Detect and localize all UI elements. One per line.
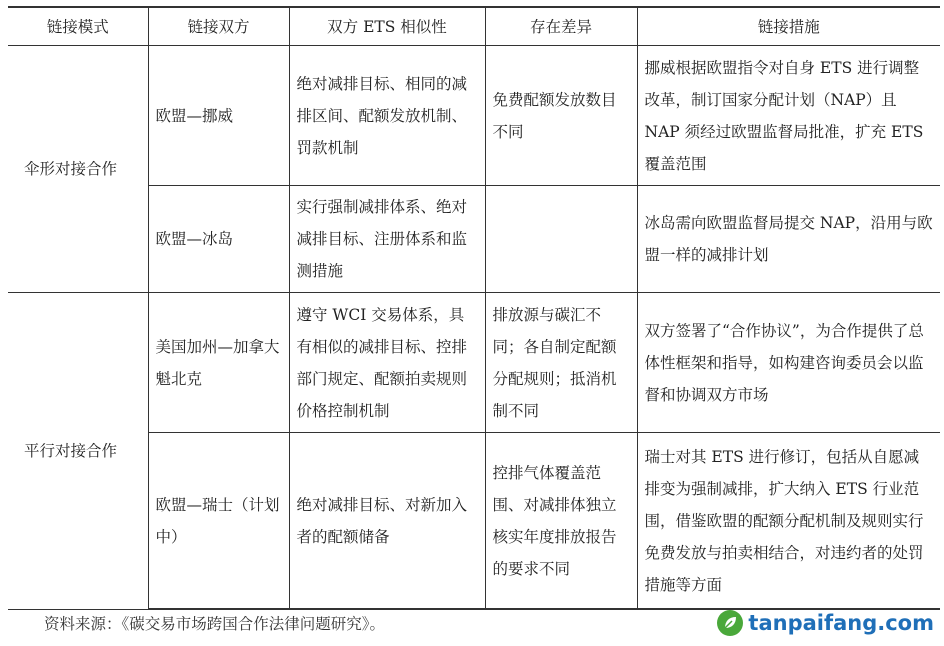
similarity-cell: 绝对减排目标、相同的减排区间、配额发放机制、罚款机制 <box>289 46 485 186</box>
header-similarity: 双方 ETS 相似性 <box>289 7 485 46</box>
measure-cell: 挪威根据欧盟指令对自身 ETS 进行调整改革，制订国家分配计划（NAP）且 NAP 须经过欧盟监督局批准，扩充 ETS 覆盖范围 <box>637 46 940 186</box>
difference-cell <box>485 186 637 293</box>
parties-cell: 欧盟—瑞士（计划中） <box>148 433 289 610</box>
table-header-row <box>8 7 940 46</box>
measure-cell: 双方签署了“合作协议”，为合作提供了总体性框架和指导，如构建咨询委员会以监督和协调双方市场 <box>637 293 940 433</box>
table-row <box>8 46 940 186</box>
table-row <box>8 186 940 293</box>
linkage-table <box>8 6 940 610</box>
table-row <box>8 293 940 433</box>
difference-cell: 控排气体覆盖范围、对减排体独立核实年度排放报告的要求不同 <box>485 433 637 610</box>
header-measure: 链接措施 <box>637 7 940 46</box>
leaf-logo-icon <box>717 610 743 636</box>
parties-cell: 美国加州—加拿大魁北克 <box>148 293 289 433</box>
parties-cell: 欧盟—冰岛 <box>148 186 289 293</box>
table-row <box>8 433 940 610</box>
source-note: 资料来源：《碳交易市场跨国合作法律问题研究》。 <box>44 615 386 633</box>
mode-cell: 伞形对接合作 <box>8 46 148 293</box>
mode-cell: 平行对接合作 <box>8 293 148 610</box>
header-mode: 链接模式 <box>8 7 148 46</box>
difference-cell: 免费配额发放数目不同 <box>485 46 637 186</box>
header-difference: 存在差异 <box>485 7 637 46</box>
similarity-cell: 实行强制减排体系、绝对减排目标、注册体系和监测措施 <box>289 186 485 293</box>
watermark-text: tanpaifang.com <box>748 611 934 635</box>
site-watermark <box>717 610 934 636</box>
measure-cell: 瑞士对其 ETS 进行修订，包括从自愿减排变为强制减排，扩大纳入 ETS 行业范围，借鉴欧盟的配额分配机制及规则实行免费发放与拍卖相结合，对违约者的处罚措施等方面 <box>637 433 940 610</box>
measure-cell: 冰岛需向欧盟监督局提交 NAP，沿用与欧盟一样的减排计划 <box>637 186 940 293</box>
similarity-cell: 绝对减排目标、对新加入者的配额储备 <box>289 433 485 610</box>
header-parties: 链接双方 <box>148 7 289 46</box>
difference-cell: 排放源与碳汇不同；各自制定配额分配规则；抵消机制不同 <box>485 293 637 433</box>
similarity-cell: 遵守 WCI 交易体系，具有相似的减排目标、控排部门规定、配额拍卖规则价格控制机制 <box>289 293 485 433</box>
parties-cell: 欧盟—挪威 <box>148 46 289 186</box>
